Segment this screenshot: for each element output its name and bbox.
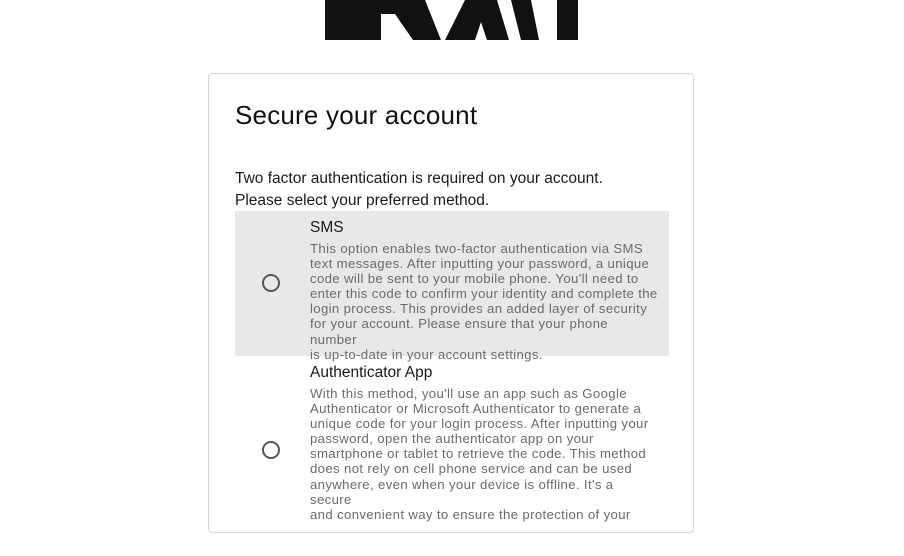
authenticator-radio-button[interactable] bbox=[262, 441, 280, 459]
option-authenticator-app[interactable] bbox=[235, 356, 669, 556]
logo-graphic bbox=[325, 0, 578, 40]
intro-line-select: Please select your preferred method. bbox=[235, 192, 490, 209]
description-line: This option enables two-factor authentication via SMS bbox=[310, 241, 644, 256]
description-line: unique code for your login process. After inputting your bbox=[310, 416, 649, 432]
description-line: login process. This provides an added layer of security bbox=[310, 301, 648, 317]
sms-radio-button[interactable] bbox=[262, 274, 280, 292]
page-title: Secure your account bbox=[235, 100, 478, 130]
option-sms-description bbox=[310, 241, 658, 362]
option-sms-title: SMS bbox=[310, 219, 344, 236]
description-line: does not rely on cell phone service and can be used bbox=[310, 461, 633, 477]
description-line: is up-to-date in your account settings. bbox=[310, 346, 543, 362]
description-line: With this method, you'll use an app such as Google bbox=[310, 386, 627, 401]
option-authenticator-title: Authenticator App bbox=[310, 364, 433, 381]
description-line: code will be sent to your mobile phone. You'll need to bbox=[310, 271, 639, 287]
description-line: enter this code to confirm your identity and complete the bbox=[310, 286, 658, 302]
intro-line-required: Two factor authentication is required on your account. bbox=[235, 170, 603, 187]
secure-account-card bbox=[208, 73, 694, 533]
description-line: text messages. After inputting your password, a unique bbox=[310, 256, 650, 272]
description-line: and convenient way to ensure the protection of your bbox=[310, 506, 631, 522]
description-line: Authenticator or Microsoft Authenticator to generate a bbox=[310, 401, 642, 417]
option-authenticator-description bbox=[310, 386, 658, 522]
description-line: smartphone or tablet to retrieve the code. This method bbox=[310, 446, 647, 462]
option-sms[interactable] bbox=[235, 211, 669, 362]
description-line: for your account. Please ensure that your phone number bbox=[310, 316, 608, 347]
description-line: password, open the authenticator app on your bbox=[310, 431, 594, 447]
description-line: anywhere, even when your device is offline. It's a secure bbox=[310, 476, 614, 507]
brand-logo bbox=[325, 0, 578, 40]
intro-text bbox=[235, 168, 675, 212]
